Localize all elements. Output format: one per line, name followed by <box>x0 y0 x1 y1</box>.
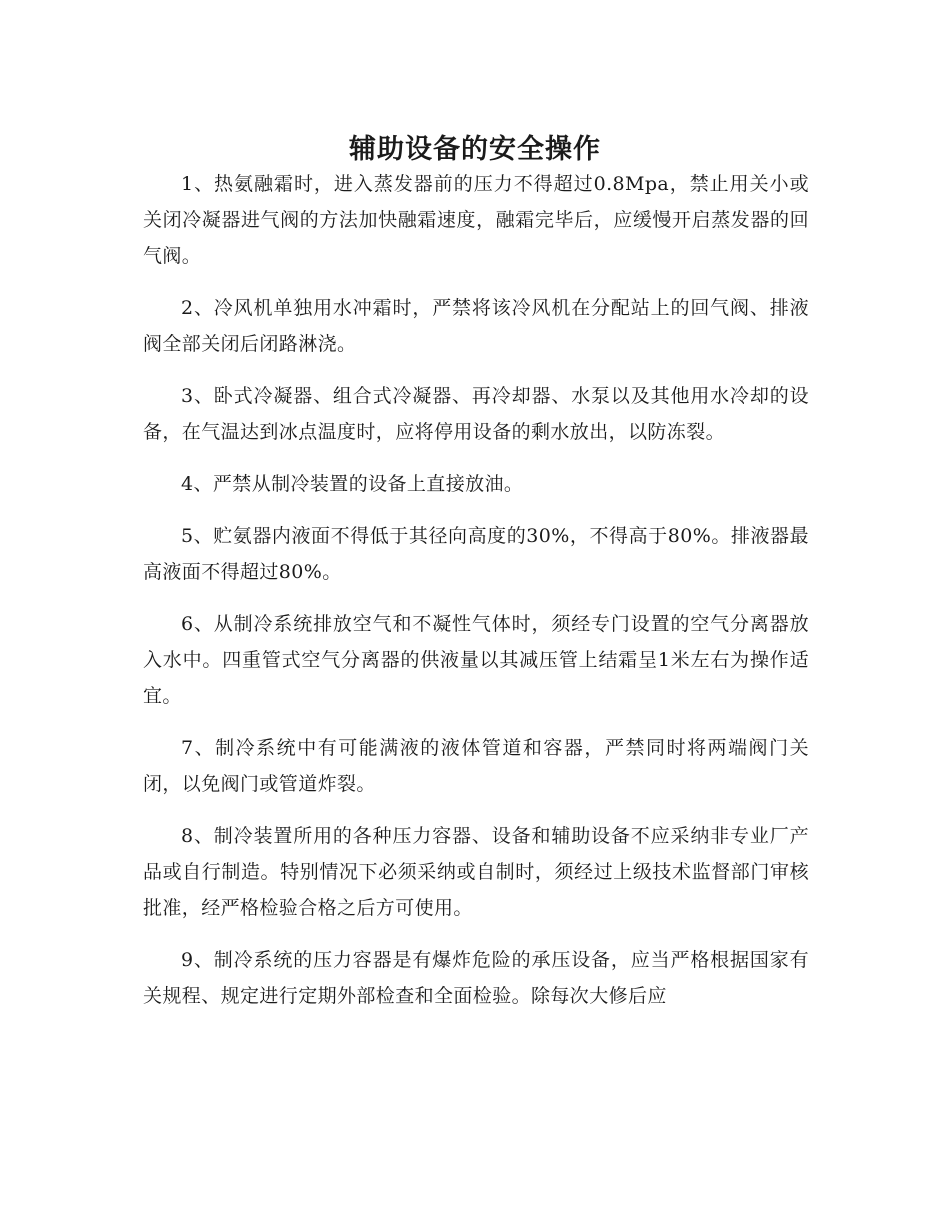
paragraph-2: 2、冷风机单独用水冲霜时，严禁将该冷风机在分配站上的回气阀、排液阀全部关闭后闭路淋浇。 <box>143 297 809 355</box>
paragraph-8: 8、制冷装置所用的各种压力容器、设备和辅助设备不应采纳非专业厂产品或自行制造。特别情况下必须采纳或自制时，须经过上级技术监督部门审核批准，经严格检验合格之后方可使用。 <box>143 825 809 919</box>
document-title: 辅助设备的安全操作 <box>349 134 601 166</box>
document-body <box>143 166 809 1030</box>
paragraph-9: 9、制冷系统的压力容器是有爆炸危险的承压设备，应当严格根据国家有关规程、规定进行定期外部检查和全面检验。除每次大修后应 <box>143 949 809 1007</box>
paragraph-7: 7、制冷系统中有可能满液的液体管道和容器，严禁同时将两端阀门关闭，以免阀门或管道炸裂。 <box>143 737 809 795</box>
paragraph-3: 3、卧式冷凝器、组合式冷凝器、再冷却器、水泵以及其他用水冷却的设备，在气温达到冰点温度时，应将停用设备的剩水放出，以防冻裂。 <box>143 385 809 443</box>
paragraph-5: 5、贮氨器内液面不得低于其径向高度的30%，不得高于80%。排液器最高液面不得超过80%。 <box>143 525 809 583</box>
paragraph-1: 1、热氨融霜时，进入蒸发器前的压力不得超过0.8Mpa，禁止用关小或关闭冷凝器进气阀的方法加快融霜速度，融霜完毕后，应缓慢开启蒸发器的回气阀。 <box>143 173 809 267</box>
paragraph-6: 6、从制冷系统排放空气和不凝性气体时，须经专门设置的空气分离器放入水中。四重管式空气分离器的供液量以其减压管上结霜呈1米左右为操作适宜。 <box>143 613 809 707</box>
paragraph-4: 4、严禁从制冷装置的设备上直接放油。 <box>181 473 524 495</box>
